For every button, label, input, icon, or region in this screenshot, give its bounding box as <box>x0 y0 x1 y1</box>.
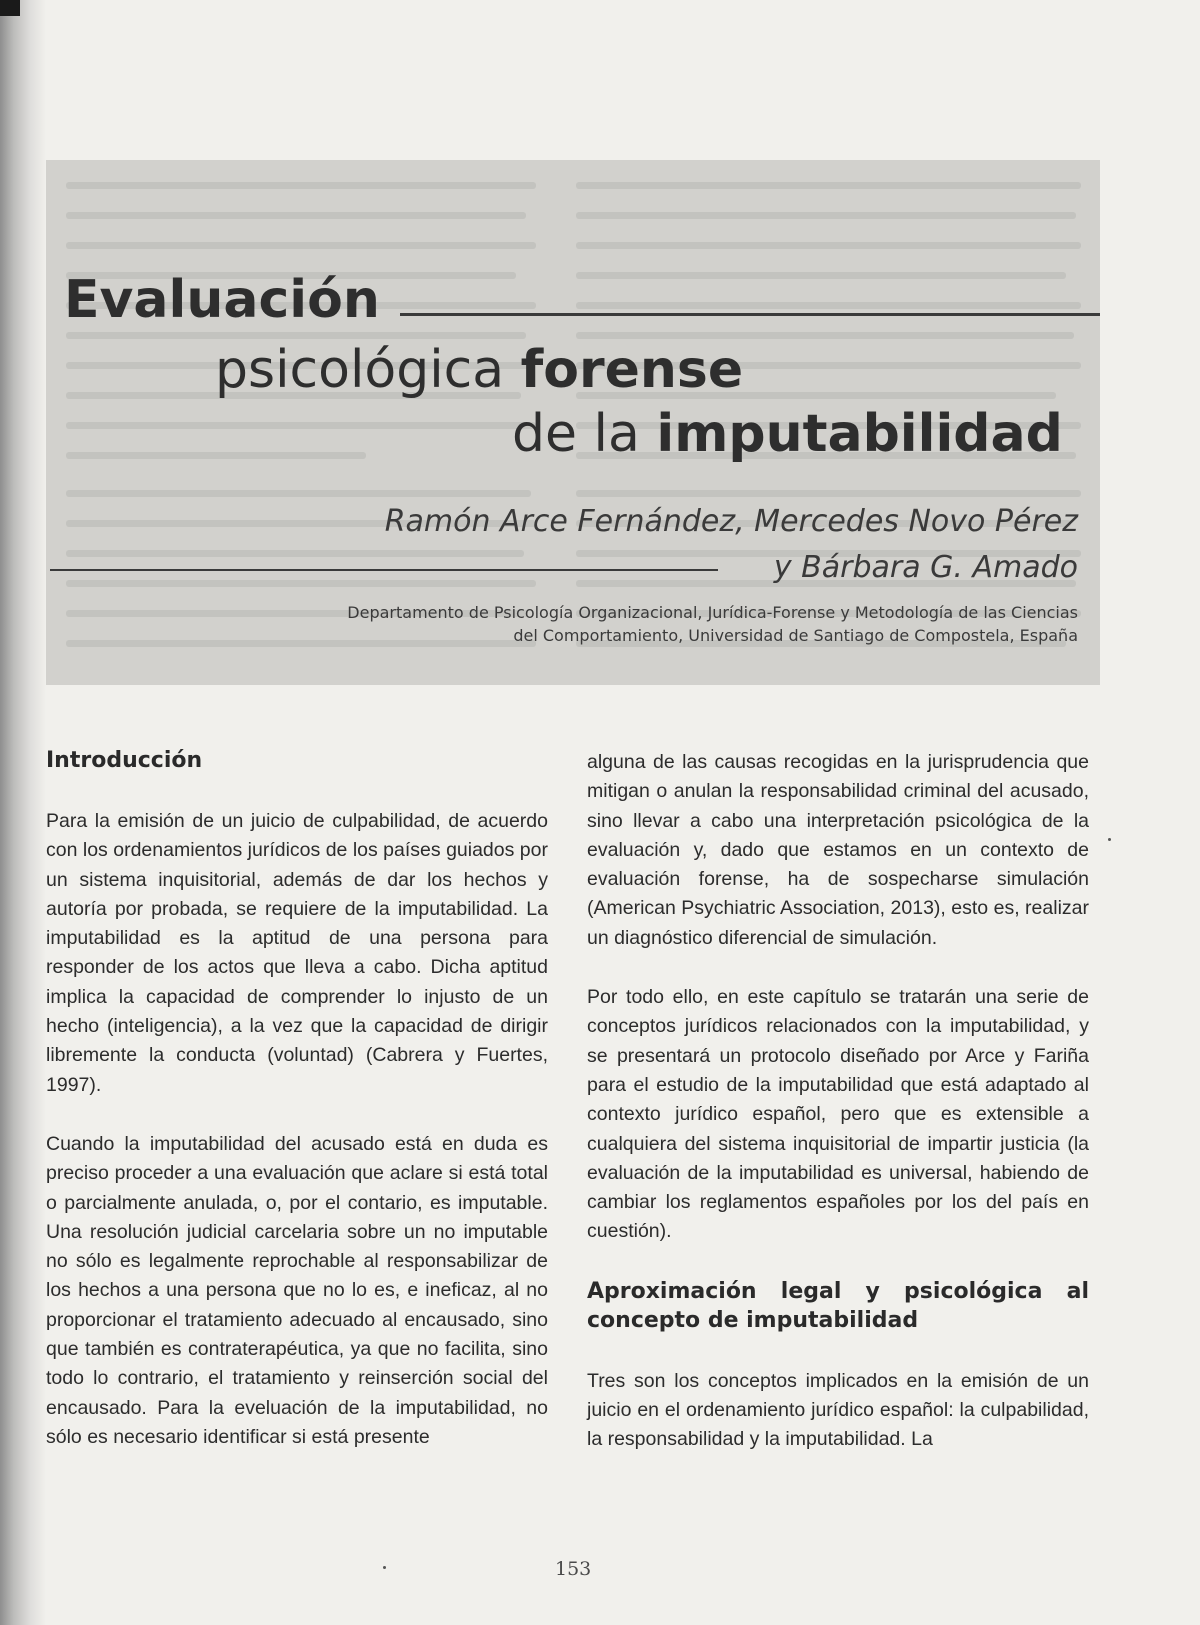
author-affiliation: Departamento de Psicología Organizacional, Jurídica-Forense y Metodología de las Ciencias del Comportamiento, Universidad de Santiago de Compostela, España <box>347 603 1078 645</box>
right-paragraph-1: alguna de las causas recogidas en la jurisprudencia que mitigan o anulan la responsabilidad criminal del acusado, sino llevar a cabo una interpretación psicológica de la evaluación y, dado que estamos en un contexto de evaluación forense, ha de sospecharse simulación (American Psychiatric Association, 2013), esto es, realizar un diagnóstico diferencial de simulación. <box>587 751 1089 949</box>
title-line-1: Evaluación <box>64 270 380 330</box>
section-2-paragraph-1: Tres son los conceptos implicados en la emisión de un juicio en el ordenamiento jurídico español: la culpabilidad, la responsabilidad y la imputabilidad. La <box>587 1369 1089 1451</box>
title-line-3 <box>512 404 1063 464</box>
chapter-title <box>0 0 1200 500</box>
title-line-3-light: de la <box>512 404 657 464</box>
right-paragraph-2: Por todo ello, en este capítulo se tratarán una serie de conceptos jurídicos relacionados con la imputabilidad, y se presentará un protocolo diseñado por Arce y Fariña para el estudio de la imputabilidad que está adaptado al contexto jurídico español, pero que es extensible a cualquiera del sistema inquisitorial de impartir justicia (la evaluación de la imputabilidad es universal, habiendo de cambiar los reglamentos españoles por los del país en cuestión). <box>587 986 1089 1243</box>
intro-paragraph-2: Cuando la imputabilidad del acusado está en duda es preciso proceder a una evaluación que aclare si está total o parcialmente anulada, o, por el contario, es imputable. Una resolución judicial carcelaria sobre un no imputable no sólo es legalmente reprochable al responsabilizar de los hechos a una persona que no lo es, e ineficaz, al no proporcionar el tratamiento adecuado al encausado, sino que también es contraterapéutica, ya que no facilita, sino todo lo contrario, el tratamiento y reinserción social del encausado. Para la eveluación de la imputabilidad, no sólo es necesario identificar si está presente <box>46 1132 548 1448</box>
left-column <box>46 746 548 1482</box>
authors-line-2: y Bárbara G. Amado <box>773 550 1078 585</box>
authors-line-1: Ramón Arce Fernández, Mercedes Novo Pérez <box>384 504 1078 539</box>
scan-speck <box>1108 838 1111 841</box>
right-column <box>587 748 1089 1485</box>
scan-speck <box>383 1566 386 1569</box>
page-number: 153 <box>555 1558 592 1580</box>
title-line-3-bold: imputabilidad <box>656 404 1063 464</box>
intro-paragraph-1: Para la emisión de un juicio de culpabilidad, de acuerdo con los ordenamientos jurídicos de los países guiados por un sistema inquisitorial, además de dar los hechos y autoría por probada, se requiere de la imputabilidad. La imputabilidad es la aptitud de una persona para responder de los actos que lleva a cabo. Dicha aptitud implica la capacidad de comprender lo injusto de un hecho (inteligencia), a la vez que la capacidad de dirigir libremente la conducta (voluntad) (Cabrera y Fuertes, 1997). <box>46 810 548 1096</box>
title-line-2-bold: forense <box>520 340 744 400</box>
title-rule <box>400 313 1100 316</box>
title-line-2 <box>215 340 743 400</box>
authors-rule <box>50 569 718 571</box>
introduction-heading: Introducción <box>46 748 203 773</box>
section-2-heading: Aproximación legal y psicológica al concepto de imputabilidad <box>587 1278 1089 1333</box>
title-line-2-light: psicológica <box>215 340 521 400</box>
